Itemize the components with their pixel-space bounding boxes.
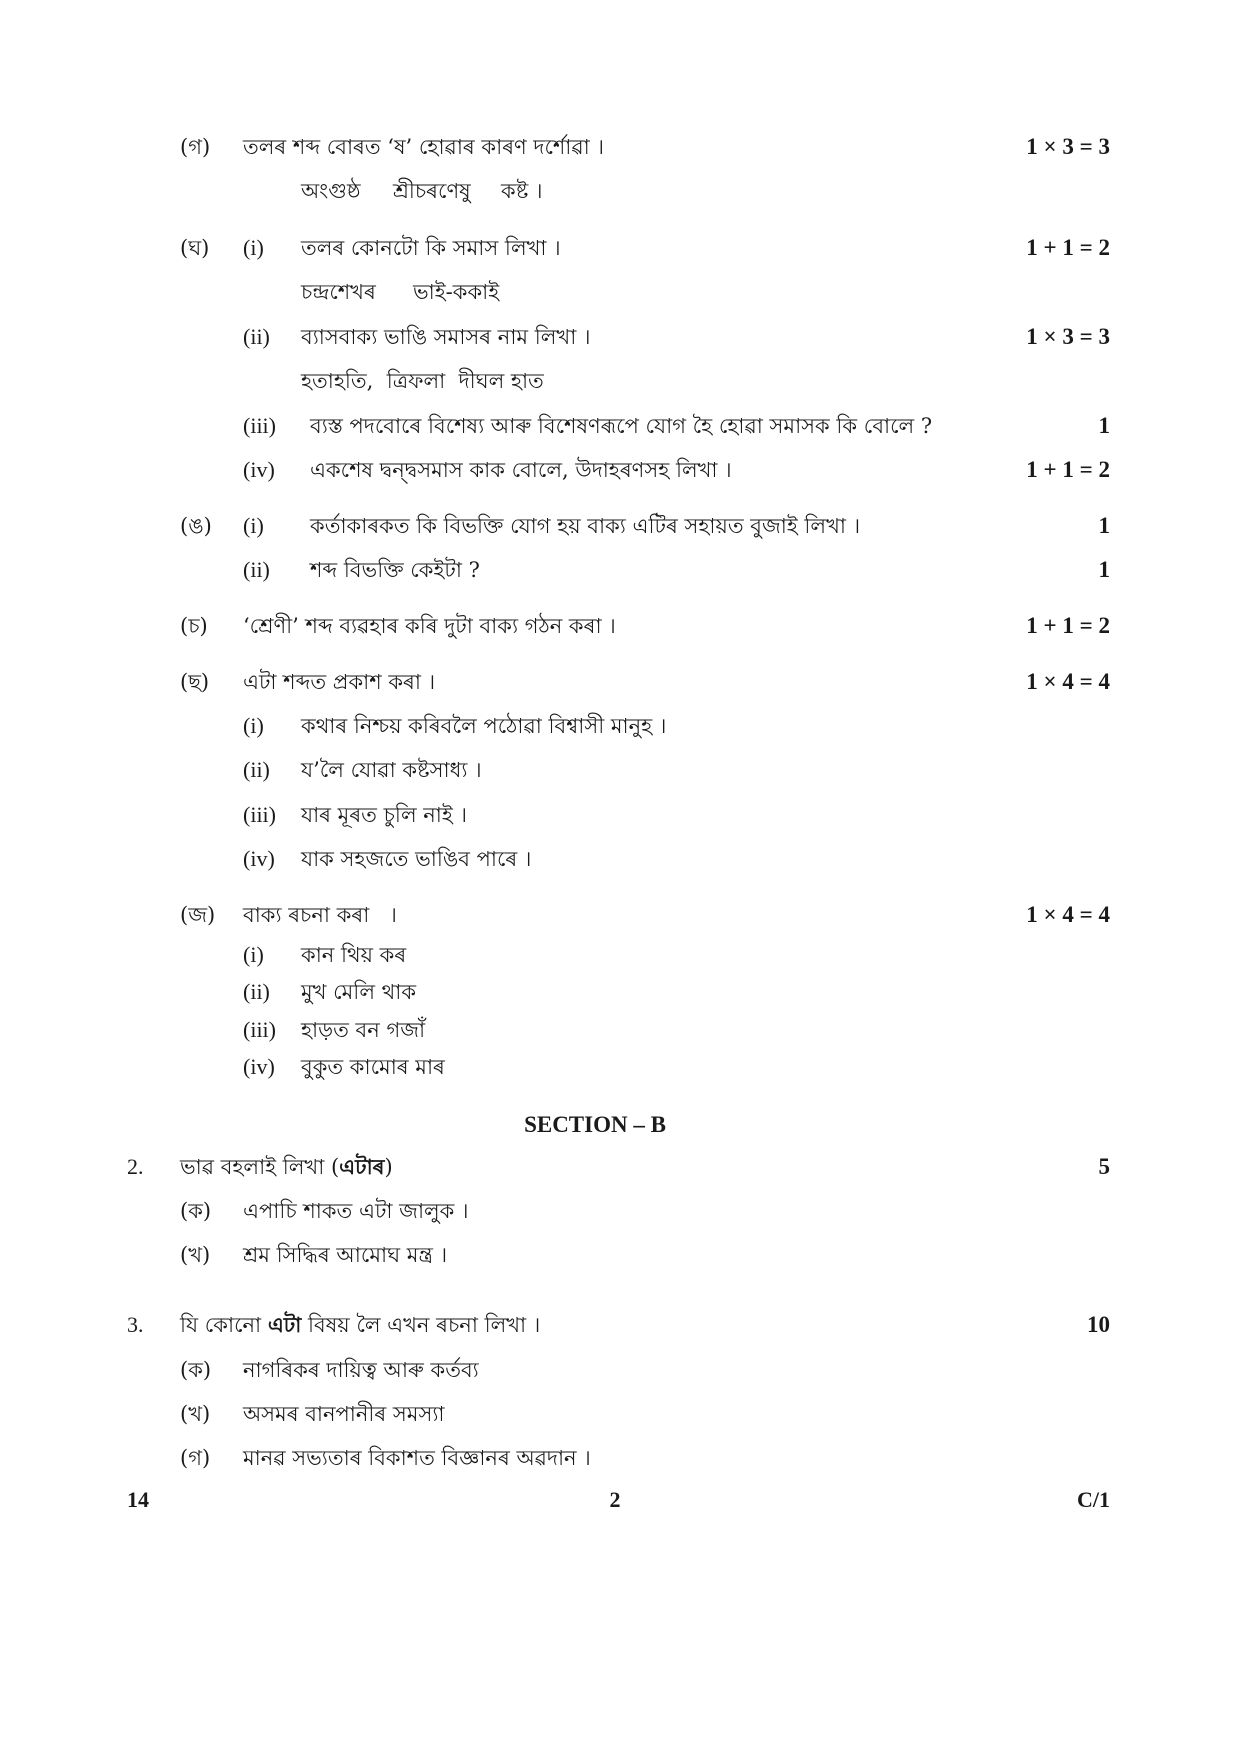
- item-nga-i-label: (i): [243, 513, 264, 538]
- item-ja-sub-3-label: (iii): [243, 1017, 276, 1042]
- item-ja-sub-3-text: হাড়ত বন গজাঁ: [301, 1018, 426, 1042]
- item-nga-ii-label: (ii): [243, 557, 270, 582]
- item-gha-ii-text: ব্যাসবাক্য ভাঙি সমাসৰ নাম লিখা ।: [301, 325, 591, 349]
- page-number: 2: [609, 1487, 621, 1512]
- question-3-option-3-label: (গ): [180, 1446, 211, 1470]
- item-ga-label: (গ): [180, 135, 211, 159]
- item-gha-iii-label: (iii): [243, 413, 276, 438]
- item-gha-i-label: (i): [243, 235, 264, 260]
- item-gha-iv-text: একশেষ দ্বন্দ্বসমাস কাক বোলে, উদাহৰণসহ লিখা ।: [310, 458, 732, 482]
- item-ja-sub-1-label: (i): [243, 942, 264, 967]
- question-2-option-1-text: এপাচি শাকত এটা জালুক ।: [243, 1199, 469, 1223]
- item-cha-sub-4-label: (iv): [243, 846, 275, 871]
- item-gha-iv-marks: 1 + 1 = 2: [1026, 457, 1110, 482]
- question-3-text: যি কোনো এটা বিষয় লৈ এখন ৰচনা লিখা ।: [180, 1312, 541, 1337]
- item-cha-sub-1-text: কথাৰ নিশ্চয় কৰিবলৈ পঠোৱা বিশ্বাসী মানুহ ।: [301, 714, 667, 738]
- item-ja-sub-2-text: মুখ মেলি থাক: [301, 980, 417, 1004]
- item-ca-text: ‘শ্ৰেণী’ শব্দ ব্যৱহাৰ কৰি দুটা বাক্য গঠন কৰা ।: [243, 614, 616, 638]
- question-3-option-2-label: (খ): [180, 1402, 211, 1426]
- item-ga-word-2: শ্ৰীচৰণেষু: [393, 179, 471, 203]
- item-ga-word-1: অংগুষ্ঠ: [301, 179, 361, 203]
- item-gha-iii-text: ব্যস্ত পদবোৰে বিশেষ্য আৰু বিশেষণৰূপে যোগ হৈ হোৱা সমাসক কি বোলে ?: [310, 414, 933, 438]
- item-ja-label: (জ): [180, 903, 216, 927]
- question-3-option-1-text: নাগৰিকৰ দায়িত্ব আৰু কৰ্তব্য: [243, 1358, 479, 1382]
- item-gha-ii-label: (ii): [243, 324, 270, 349]
- question-3-number: 3.: [127, 1312, 144, 1337]
- question-2-option-2-text: শ্ৰম সিদ্ধিৰ আমোঘ মন্ত্ৰ ।: [243, 1243, 448, 1267]
- item-ja-sub-4-label: (iv): [243, 1054, 275, 1079]
- footer-code-right: C/1: [1077, 1487, 1110, 1512]
- item-cha-marks: 1 × 4 = 4: [1026, 669, 1110, 694]
- item-nga-ii-marks: 1: [1098, 557, 1110, 582]
- item-cha-label: (ছ): [180, 670, 210, 694]
- item-nga-ii-text: শব্দ বিভক্তি কেইটা ?: [310, 558, 480, 582]
- item-gha-ii-marks: 1 × 3 = 3: [1026, 324, 1110, 349]
- item-gha-i-marks: 1 + 1 = 2: [1026, 235, 1110, 260]
- question-3-option-1-label: (ক): [180, 1358, 212, 1382]
- item-gha-iv-label: (iv): [243, 457, 275, 482]
- item-gha-label: (ঘ): [180, 236, 210, 260]
- item-ja-sub-1-text: কান থিয় কৰ: [301, 943, 407, 967]
- item-ga-text: তলৰ শব্দ বোৰত ‘ষ’ হোৱাৰ কাৰণ দৰ্শোৱা ।: [243, 135, 604, 159]
- item-ja-sub-4-text: বুকুত কামোৰ মাৰ: [301, 1055, 445, 1079]
- question-2-option-2-label: (খ): [180, 1243, 211, 1267]
- item-ga-word-3: কষ্ট ।: [501, 179, 543, 203]
- item-gha-i-word-2: ভাই-ককাই: [413, 280, 500, 304]
- item-cha-sub-1-label: (i): [243, 713, 264, 738]
- item-ja-sub-2-label: (ii): [243, 979, 270, 1004]
- question-2-option-1-label: (ক): [180, 1199, 212, 1223]
- item-gha-i-text: তলৰ কোনটো কি সমাস লিখা ।: [301, 236, 561, 260]
- item-ja-text: বাক্য ৰচনা কৰা ।: [243, 903, 397, 927]
- item-gha-i-word-1: চন্দ্ৰশেখৰ: [301, 280, 376, 304]
- item-cha-sub-2-text: য’লৈ যোৱা কষ্টসাধ্য ।: [301, 758, 482, 782]
- question-3-marks: 10: [1087, 1312, 1110, 1337]
- item-gha-iii-marks: 1: [1098, 413, 1110, 438]
- item-ga-marks: 1 × 3 = 3: [1026, 134, 1110, 159]
- item-gha-ii-words: হতাহতি, ত্ৰিফলা দীঘল হাত: [301, 369, 544, 393]
- question-2-text: ভাৱ বহলাই লিখা (এটাৰ): [180, 1154, 393, 1179]
- item-cha-sub-4-text: যাক সহজতে ভাঙিব পাৰে ।: [301, 847, 532, 871]
- item-ja-marks: 1 × 4 = 4: [1026, 902, 1110, 927]
- item-nga-i-marks: 1: [1098, 513, 1110, 538]
- item-ca-marks: 1 + 1 = 2: [1026, 613, 1110, 638]
- question-2-number: 2.: [127, 1154, 144, 1179]
- item-nga-i-text: কৰ্তাকাৰকত কি বিভক্তি যোগ হয় বাক্য এটিৰ সহায়ত বুজাই লিখা ।: [310, 514, 861, 538]
- item-cha-text: এটা শব্দত প্ৰকাশ কৰা ।: [243, 670, 436, 694]
- question-3-option-3-text: মানৱ সভ্যতাৰ বিকাশত বিজ্ঞানৰ অৱদান ।: [243, 1446, 591, 1470]
- question-2-marks: 5: [1098, 1154, 1110, 1179]
- item-cha-sub-3-label: (iii): [243, 802, 276, 827]
- question-3-option-2-text: অসমৰ বানপানীৰ সমস্যা: [243, 1402, 445, 1426]
- item-cha-sub-3-text: যাৰ মূৰত চুলি নাই ।: [301, 803, 468, 827]
- item-nga-label: (ঙ): [180, 514, 212, 538]
- footer-code-left: 14: [127, 1487, 149, 1512]
- item-cha-sub-2-label: (ii): [243, 757, 270, 782]
- section-b-heading: SECTION – B: [524, 1112, 666, 1137]
- item-ca-label: (চ): [180, 614, 208, 638]
